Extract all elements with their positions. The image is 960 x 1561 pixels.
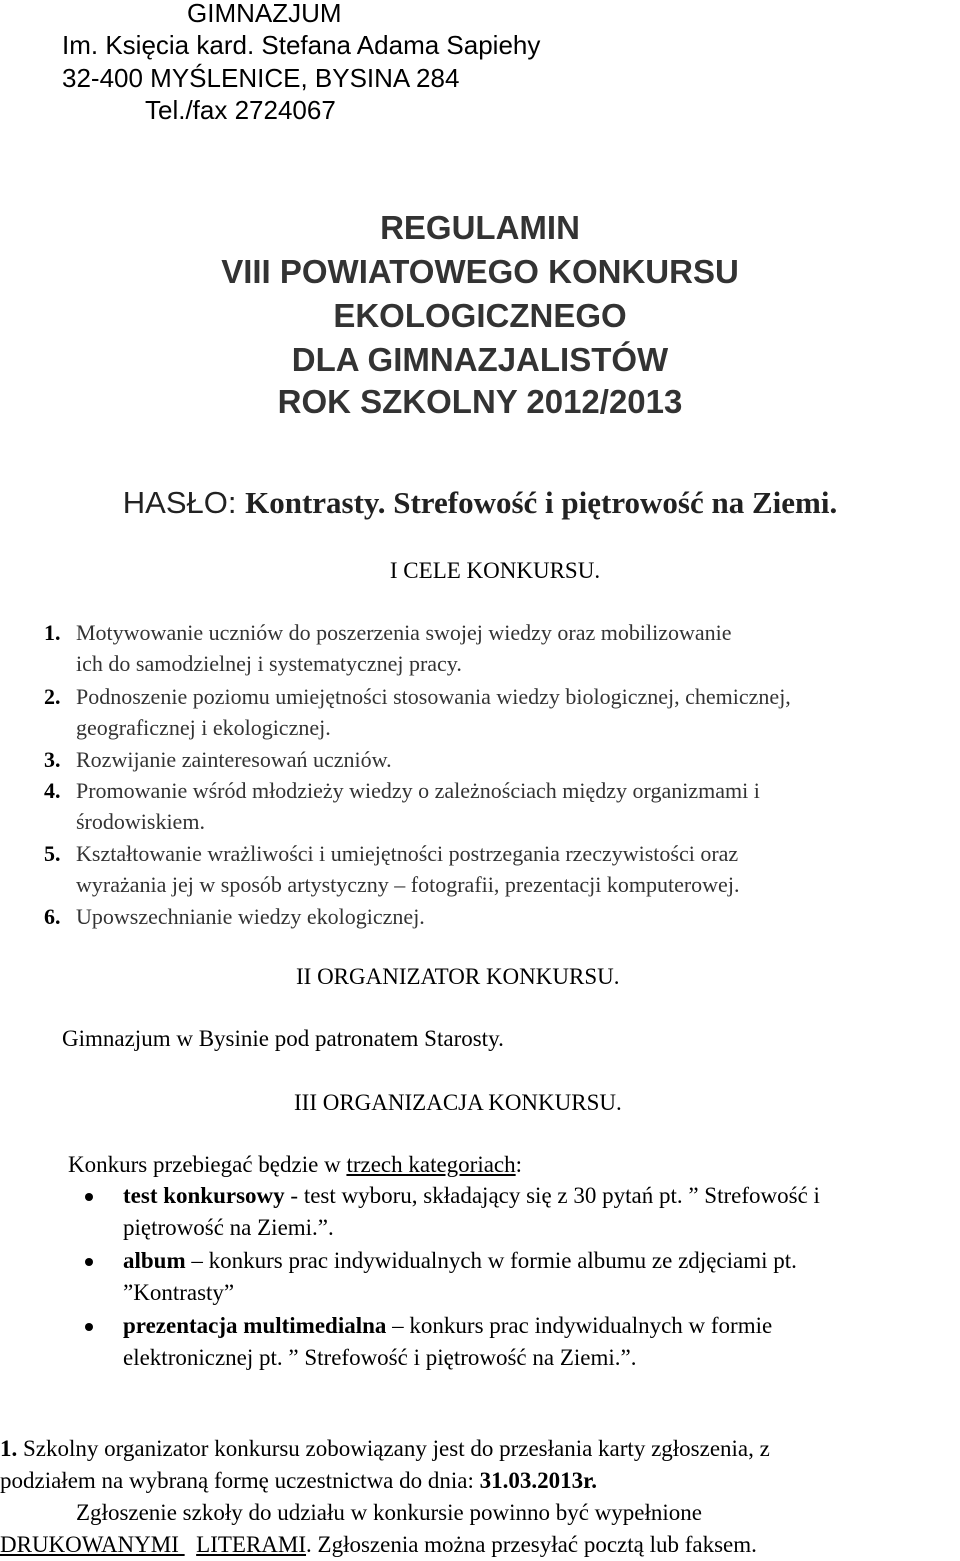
motto [0, 484, 960, 522]
motto-prefix: HASŁO: [122, 485, 246, 520]
goal-3-line-1: Rozwijanie zainteresowań uczniów. [76, 747, 392, 772]
goal-4-line-1: Promowanie wśród młodzieży wiedzy o zależnościach między organizmami i [76, 778, 760, 803]
goal-4-num: 4. [44, 778, 61, 803]
section-2-heading: II ORGANIZATOR KONKURSU. [296, 964, 620, 989]
goal-1-line-2: ich do samodzielnej i systematycznej pracy. [76, 651, 462, 676]
goal-5-line-1: Kształtowanie wrażliwości i umiejętności postrzegania rzeczywistości oraz [76, 841, 739, 866]
title-line-1: REGULAMIN [380, 209, 580, 246]
school-name: GIMNAZJUM [187, 0, 342, 28]
title-line-2: VIII POWIATOWEGO KONKURSU [221, 253, 739, 290]
rule-1-line-2: podziałem na wybraną formę uczestnictwa do dnia: 31.03.2013r. [0, 1468, 597, 1493]
category-presentation-line-2: elektronicznej pt. ” Strefowość i piętrowość na Ziemi.”. [123, 1345, 637, 1370]
rule-1-line-4: DRUKOWANYMI LITERAMI. Zgłoszenia można przesyłać pocztą lub faksem. [0, 1532, 757, 1557]
school-patron: Im. Księcia kard. Stefana Adama Sapiehy [62, 30, 541, 60]
goal-4-line-2: środowiskiem. [76, 809, 205, 834]
goal-2-line-2: geograficznej i ekologicznej. [76, 715, 331, 740]
category-test-line-2: piętrowość na Ziemi.”. [123, 1215, 334, 1240]
motto-text: Kontrasty. Strefowość i piętrowość na Ziemi. [245, 485, 838, 520]
title-line-3: EKOLOGICZNEGO [333, 297, 627, 334]
categories-underlined: trzech kategoriach [346, 1152, 516, 1177]
deadline-date: 31.03.2013r. [479, 1468, 597, 1493]
goal-1-line-1: Motywowanie uczniów do poszerzenia swojej wiedzy oraz mobilizowanie [76, 620, 732, 645]
section-1-heading: I CELE KONKURSU. [389, 558, 601, 583]
goal-2-num: 2. [44, 684, 61, 709]
category-presentation: prezentacja multimedialna – konkurs prac indywidualnych w formie [123, 1313, 773, 1338]
school-address: 32-400 MYŚLENICE, BYSINA 284 [62, 63, 460, 93]
title-line-4: DLA GIMNAZJALISTÓW [291, 341, 669, 378]
goal-6-num: 6. [44, 904, 61, 929]
goal-5-line-2: wyrażania jej w sposób artystyczny – fotografii, prezentacji komputerowej. [76, 872, 740, 897]
category-test: test konkursowy - test wyboru, składający się z 30 pytań pt. ” Strefowość i [123, 1183, 820, 1208]
section-3-heading: III ORGANIZACJA KONKURSU. [294, 1090, 622, 1115]
organizer-text: Gimnazjum w Bysinie pod patronatem Starosty. [62, 1026, 504, 1051]
bullet-icon [85, 1323, 93, 1331]
goal-2-line-1: Podnoszenie poziomu umiejętności stosowania wiedzy biologicznej, chemicznej, [76, 684, 791, 709]
rule-1-line-3: Zgłoszenie szkoły do udziału w konkursie powinno być wypełnione [76, 1500, 702, 1525]
bullet-icon [85, 1193, 93, 1201]
bullet-icon [85, 1258, 93, 1266]
category-album: album – konkurs prac indywidualnych w formie albumu ze zdjęciami pt. [123, 1248, 797, 1273]
categories-intro: Konkurs przebiegać będzie w trzech kategoriach: [68, 1152, 523, 1177]
goal-1-num: 1. [44, 620, 61, 645]
goal-6-line-1: Upowszechnianie wiedzy ekologicznej. [76, 904, 425, 929]
category-album-line-2: ”Kontrasty” [123, 1280, 235, 1305]
school-phone: Tel./fax 2724067 [145, 95, 336, 125]
title-line-5: ROK SZKOLNY 2012/2013 [277, 383, 683, 420]
goal-5-num: 5. [44, 841, 61, 866]
rule-1-line-1: 1. Szkolny organizator konkursu zobowiązany jest do przesłania karty zgłoszenia, z [0, 1436, 770, 1461]
goal-3-num: 3. [44, 747, 61, 772]
